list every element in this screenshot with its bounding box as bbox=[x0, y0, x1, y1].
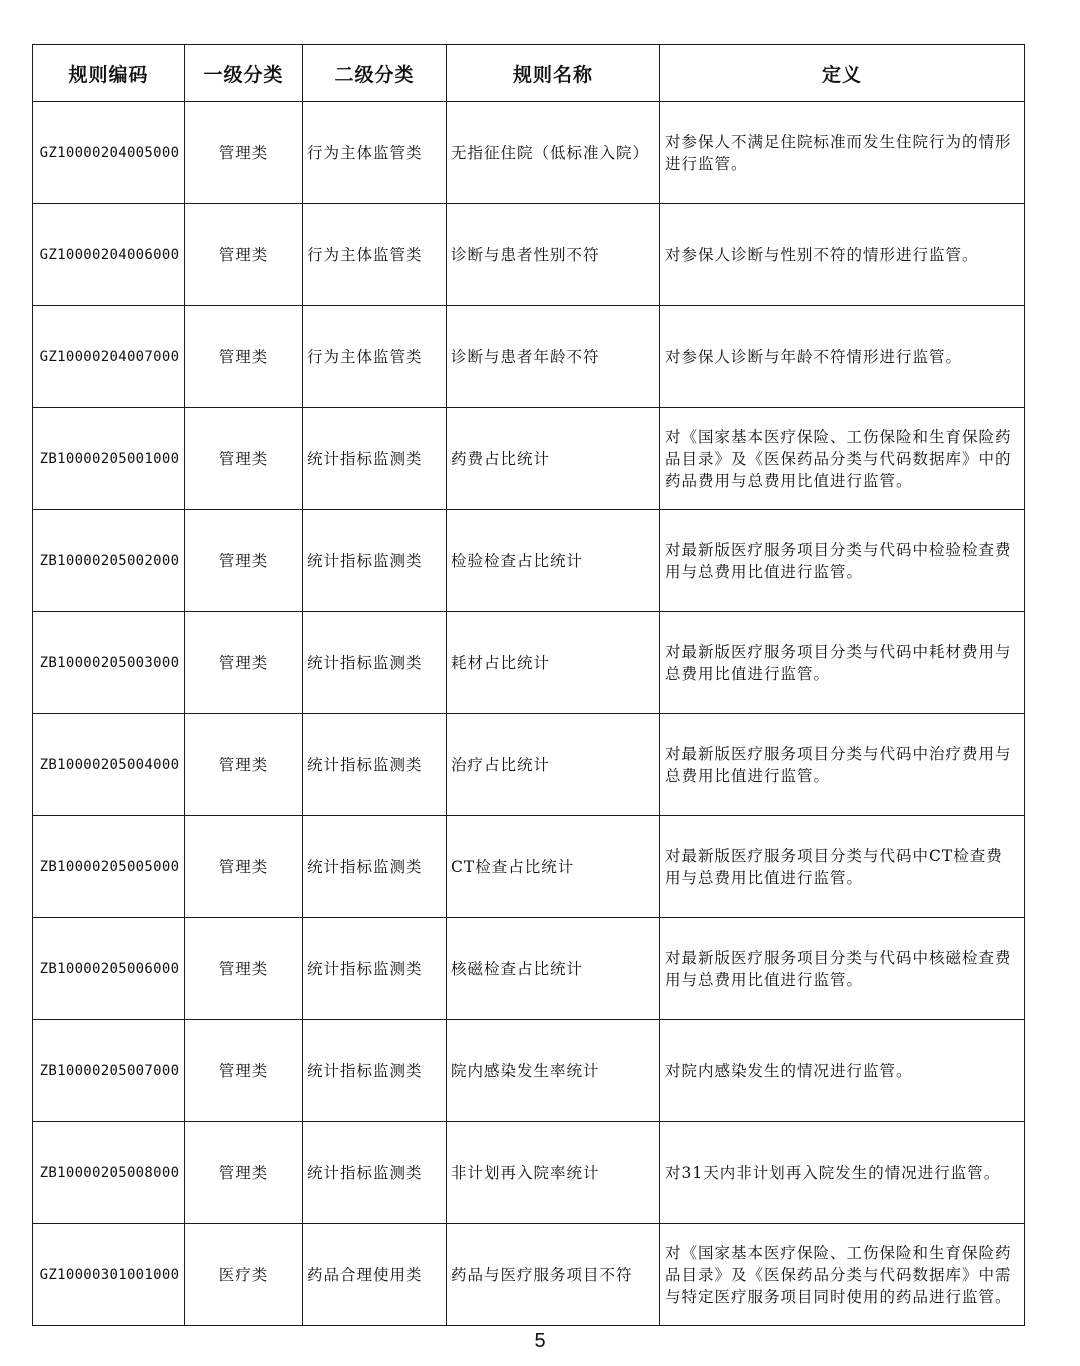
cell-level1: 管理类 bbox=[185, 1122, 303, 1224]
header-level1: 一级分类 bbox=[185, 45, 303, 102]
cell-level1: 管理类 bbox=[185, 306, 303, 408]
cell-level1: 管理类 bbox=[185, 612, 303, 714]
cell-code: GZ10000204006000 bbox=[33, 204, 185, 306]
cell-definition: 对《国家基本医疗保险、工伤保险和生育保险药品目录》及《医保药品分类与代码数据库》中需与特定医疗服务项目同时使用的药品进行监管。 bbox=[660, 1224, 1025, 1326]
cell-level1: 医疗类 bbox=[185, 1224, 303, 1326]
cell-name: 诊断与患者性别不符 bbox=[447, 204, 660, 306]
cell-level2: 统计指标监测类 bbox=[303, 918, 447, 1020]
cell-code: ZB10000205007000 bbox=[33, 1020, 185, 1122]
cell-level2: 统计指标监测类 bbox=[303, 612, 447, 714]
cell-code: ZB10000205006000 bbox=[33, 918, 185, 1020]
header-name: 规则名称 bbox=[447, 45, 660, 102]
cell-code: ZB10000205002000 bbox=[33, 510, 185, 612]
cell-level1: 管理类 bbox=[185, 918, 303, 1020]
cell-code: ZB10000205008000 bbox=[33, 1122, 185, 1224]
cell-definition: 对31天内非计划再入院发生的情况进行监管。 bbox=[660, 1122, 1025, 1224]
cell-level2: 统计指标监测类 bbox=[303, 1020, 447, 1122]
cell-definition: 对参保人不满足住院标准而发生住院行为的情形进行监管。 bbox=[660, 102, 1025, 204]
table-row bbox=[33, 1224, 1025, 1326]
cell-level1: 管理类 bbox=[185, 204, 303, 306]
cell-name: 药费占比统计 bbox=[447, 408, 660, 510]
cell-code: GZ10000204005000 bbox=[33, 102, 185, 204]
cell-level2: 统计指标监测类 bbox=[303, 510, 447, 612]
cell-level2: 行为主体监管类 bbox=[303, 102, 447, 204]
cell-level1: 管理类 bbox=[185, 816, 303, 918]
rules-table bbox=[32, 44, 1025, 1326]
cell-definition: 对最新版医疗服务项目分类与代码中治疗费用与总费用比值进行监管。 bbox=[660, 714, 1025, 816]
cell-code: ZB10000205005000 bbox=[33, 816, 185, 918]
cell-code: ZB10000205003000 bbox=[33, 612, 185, 714]
header-definition: 定义 bbox=[660, 45, 1025, 102]
table-row bbox=[33, 1020, 1025, 1122]
cell-name: 院内感染发生率统计 bbox=[447, 1020, 660, 1122]
table-row bbox=[33, 408, 1025, 510]
cell-level2: 统计指标监测类 bbox=[303, 714, 447, 816]
page-number: 5 bbox=[534, 1330, 546, 1352]
cell-level1: 管理类 bbox=[185, 408, 303, 510]
cell-name: 治疗占比统计 bbox=[447, 714, 660, 816]
cell-name: 药品与医疗服务项目不符 bbox=[447, 1224, 660, 1326]
table-row bbox=[33, 612, 1025, 714]
table-row bbox=[33, 510, 1025, 612]
cell-definition: 对参保人诊断与性别不符的情形进行监管。 bbox=[660, 204, 1025, 306]
cell-name: 无指征住院（低标准入院） bbox=[447, 102, 660, 204]
cell-name: 检验检查占比统计 bbox=[447, 510, 660, 612]
table-row bbox=[33, 816, 1025, 918]
table-row bbox=[33, 306, 1025, 408]
header-code: 规则编码 bbox=[33, 45, 185, 102]
cell-level1: 管理类 bbox=[185, 102, 303, 204]
table-row bbox=[33, 1122, 1025, 1224]
table-row bbox=[33, 714, 1025, 816]
cell-code: ZB10000205004000 bbox=[33, 714, 185, 816]
cell-name: 耗材占比统计 bbox=[447, 612, 660, 714]
cell-definition: 对《国家基本医疗保险、工伤保险和生育保险药品目录》及《医保药品分类与代码数据库》中的药品费用与总费用比值进行监管。 bbox=[660, 408, 1025, 510]
cell-level2: 统计指标监测类 bbox=[303, 816, 447, 918]
cell-code: ZB10000205001000 bbox=[33, 408, 185, 510]
cell-definition: 对院内感染发生的情况进行监管。 bbox=[660, 1020, 1025, 1122]
table-header-row bbox=[33, 45, 1025, 102]
cell-level1: 管理类 bbox=[185, 1020, 303, 1122]
header-level2: 二级分类 bbox=[303, 45, 447, 102]
cell-level2: 行为主体监管类 bbox=[303, 204, 447, 306]
cell-level2: 统计指标监测类 bbox=[303, 408, 447, 510]
cell-name: 核磁检查占比统计 bbox=[447, 918, 660, 1020]
cell-code: GZ10000204007000 bbox=[33, 306, 185, 408]
cell-definition: 对最新版医疗服务项目分类与代码中耗材费用与总费用比值进行监管。 bbox=[660, 612, 1025, 714]
cell-level2: 药品合理使用类 bbox=[303, 1224, 447, 1326]
table-row bbox=[33, 102, 1025, 204]
cell-level2: 行为主体监管类 bbox=[303, 306, 447, 408]
cell-name: 诊断与患者年龄不符 bbox=[447, 306, 660, 408]
table-row bbox=[33, 918, 1025, 1020]
cell-definition: 对参保人诊断与年龄不符情形进行监管。 bbox=[660, 306, 1025, 408]
table-row bbox=[33, 204, 1025, 306]
cell-level1: 管理类 bbox=[185, 510, 303, 612]
cell-level1: 管理类 bbox=[185, 714, 303, 816]
cell-name: CT检查占比统计 bbox=[447, 816, 660, 918]
cell-definition: 对最新版医疗服务项目分类与代码中CT检查费用与总费用比值进行监管。 bbox=[660, 816, 1025, 918]
cell-name: 非计划再入院率统计 bbox=[447, 1122, 660, 1224]
cell-definition: 对最新版医疗服务项目分类与代码中核磁检查费用与总费用比值进行监管。 bbox=[660, 918, 1025, 1020]
cell-definition: 对最新版医疗服务项目分类与代码中检验检查费用与总费用比值进行监管。 bbox=[660, 510, 1025, 612]
cell-level2: 统计指标监测类 bbox=[303, 1122, 447, 1224]
cell-code: GZ10000301001000 bbox=[33, 1224, 185, 1326]
